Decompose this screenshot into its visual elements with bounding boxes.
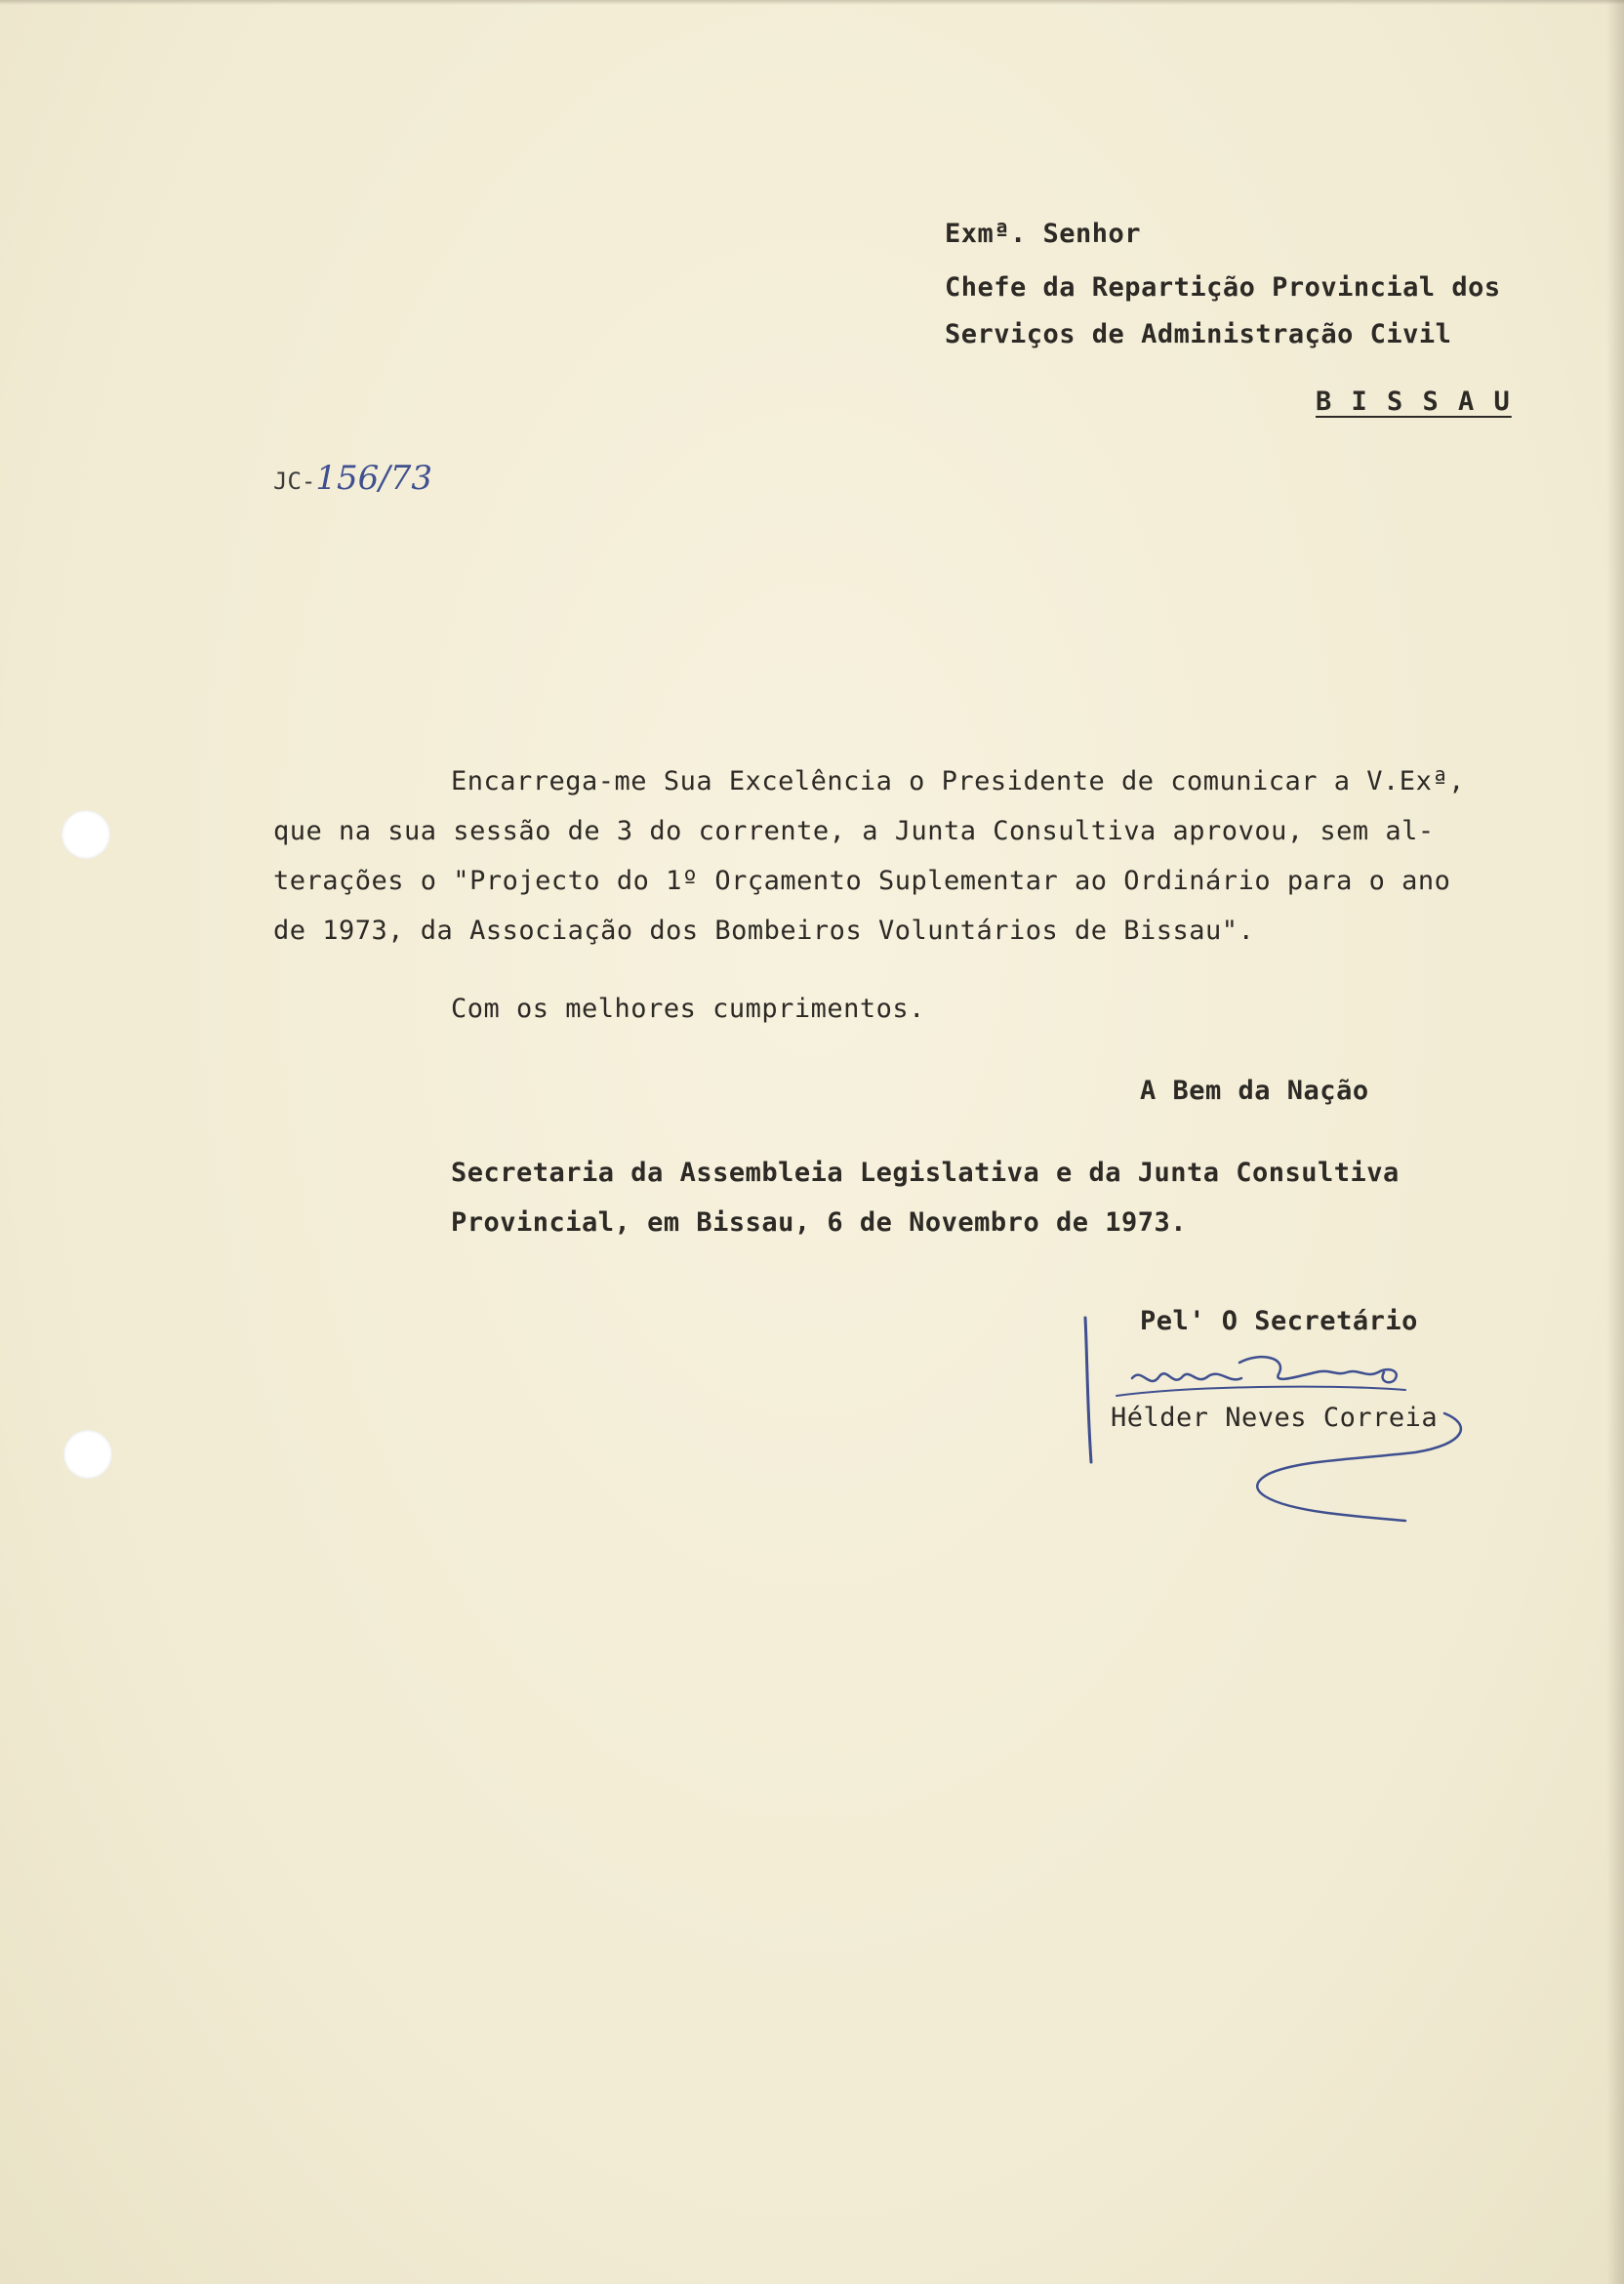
signature-on-behalf: Pel' O Secretário <box>1140 1306 1418 1336</box>
body-line-3: terações o "Projecto do 1º Orçamento Suplementar ao Ordinário para o ano <box>273 866 1451 896</box>
page-right-edge <box>1606 0 1624 2284</box>
recipient-title-line-2: Serviços de Administração Civil <box>945 319 1452 349</box>
motto: A Bem da Nação <box>1140 1076 1369 1106</box>
page-top-edge <box>0 0 1624 5</box>
recipient-salutation: Exmª. Senhor <box>945 219 1142 249</box>
closing-greeting: Com os melhores cumprimentos. <box>451 994 925 1024</box>
reference-number <box>273 459 432 498</box>
recipient-title-line-1: Chefe da Repartição Provincial dos <box>945 272 1501 303</box>
body-line-1: Encarrega-me Sua Excelência o Presidente de comunicar a V.Exª, <box>451 766 1465 796</box>
punch-hole-top <box>61 810 110 859</box>
reference-typed-prefix: JC- <box>273 468 316 495</box>
body-line-2: que na sua sessão de 3 do corrente, a Junta Consultiva aprovou, sem al- <box>273 816 1435 846</box>
body-line-4: de 1973, da Associação dos Bombeiros Voluntários de Bissau". <box>273 916 1255 946</box>
punch-hole-bottom <box>63 1430 112 1479</box>
reference-handwritten: 156/73 <box>315 459 432 498</box>
signatory-name: Hélder Neves Correia <box>1111 1403 1439 1433</box>
place-date-line-2: Provincial, em Bissau, 6 de Novembro de 1973. <box>451 1207 1187 1238</box>
place-date-line-1: Secretaria da Assembleia Legislativa e da Junta Consultiva <box>451 1158 1400 1188</box>
recipient-city: B I S S A U <box>1316 387 1512 417</box>
